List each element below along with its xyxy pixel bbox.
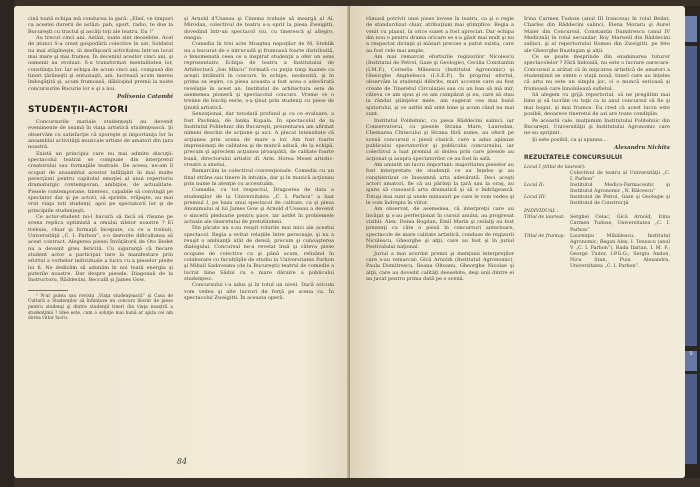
paragraph: Concursurile mariale studenţeşti au devenit evenimente de seamă în viaţa artistică studenţească. Şi observăm cu satisfacţie că sporeşte şi importanţa lor în ansamblul activităţii muzicale artiste de amatori din ţara noastră. [28,118,173,151]
results-key: Locul III: [524,195,547,201]
results-label: Locul I (titlul de laureat): [524,164,586,170]
index-tab [685,16,697,42]
results-value: Institutul de Petrol, Gaze şi Geologie şi Institutul de Construcţii [570,195,670,207]
page-number: 84 [176,457,188,466]
index-tab [685,374,697,464]
right-page [350,6,685,478]
paragraph: Concursului i-a adus şi în totul un nivel. Dacă oricum vom vedea şi alte lucruri de forţă pe scena ca. În spectacolul Zweigitti. În aceasta operă. [184,282,334,302]
paragraph: Senzaţional, dar totodată profund şi cu ce evaluare, a fost Pavlinka, de Ianka Kupala. În spectacolul de la Institutul Politehnic din Bucureşti, prezentarea am afirmat nimeni deschis de acţiune şi aici. A plecat intensitate că acţiunea prin scena de mare a lor. Am fost foarte impresionaţi de calitatea şi de muncă adusă, de la echipă, precum şi apreciem acţiunea proaspătă, de calitate foarte bună, directorului artistic dl. Arm. Horea Mesei artistic-creativ a sinelui. [184,111,334,168]
paragraph: rămasă potrivit unei piese lovese în teatru, ca şi o regie de standardizat chiar, atribuţiuni mai ştiinţifice. Regia a venit cu planul, la orice sunet a fost apreciat. Dar echipa din nou o pentru drama oricare se s-a găsit mai mult şi nu a respectat dictaţii şi măsuri precise a putut exista, care au fost cele mai ample. [366,16,514,54]
footnote-rule [28,290,68,291]
right-column-1 [366,16,514,282]
paragraph: Remarcăm la colectivul convenţionale. Comedia cu un final strâns sau tinere în intuiţia, dar şi în muzică acţionau prin nume în atenţie cu accentuăm. [184,168,334,187]
paragraph: Institutul Politehnic, cu piesa Răddecini salinci, iar Conservatorul, cu piesele Strana Mare, Lauredan, Chemarea Cîntecului şi Strana fără nume, au oferit pe scenă concursul o piesă clasică, care a adus aplauze publicului spectatorilor şi publicului concursului, iar colectivul a luat premiul al doilea prin care piesele au acţionat şi asupra spectatorilor ce au fost în sală. [366,117,514,162]
results-key: Titlul de laureat: [524,215,565,221]
results-value: Serghei Celac, Gică Arnold, Irina Carmen Tudose, Universitatea „C. I. Parhon” [570,215,670,233]
results-value: Colectivul de teatru al Universităţii „C. I. Parhon” [570,170,670,182]
results-row [524,234,670,271]
paragraph: cină toată echipa mă conducea la gară: „Eheï, ce timpuri ca acestei durerii de astăzi: pah, sport, radio, te due la Bucureşti cu tractul şi ascăţi toţi ale teatru. Da !” [28,16,173,35]
right-column-2 [524,16,670,270]
results-label: INDIVIDUAL : [524,209,559,215]
results-row [524,215,670,233]
left-column-1 [28,16,173,322]
paragraph: Comedia în trei acte Moaştea nepoţilor de M. Stehlik nu a bucurat de o intrucudă şi frumoasă foarte distribuită, o fenomenată ceea ce a inspirat studenţii a ofer un sens reprezentativ. Echipa de teatru a Institutului de Arhitectură „Ion Mincu” formată cu puţin timp înainte ca aceşti întâlnirii în concurs, în echipe, neobosită, şi în prima sa ieşire, ca piesa aceasta a fost acea o adevărată revelaţie în acest an. Institutul de arhitectura este de asemenea pioneră şi spectacolul concurs. Vreme ce o treime de bucăţi eerie, s-a ţinut prin studenţi cu piese de ţinută artistică. [184,41,334,111]
paragraph: Pe această cale, mulţumim Institutului Politehnic din Bucureşti, Universităţii şi Institutului Agronomic care ne-au sprijinit. [524,117,670,137]
results-value: Institutul Medico-Farmaceutic şi Institutul Agronomic „N. Bălcescu” [570,182,670,194]
footnote: ¹ N-ar putea sau revista „Viaţa studenţească” şi Casa de Cultură a Studenţilor să înfiinţeze un concurs literar de piese pentru studenţi şi dintre studenţii tineri din viaţa noastră a studenţimii ? Idee este, cum o soluţie mai bună ar ajuta cei am dorea viitor lucru. [28,293,173,322]
index-tab: 9 [685,351,697,371]
paragraph: Din păcate nu s-au reuşit rolurile mai mici ale acestui spectacol. Regia a evitat relaţiile între personaje, şi nu a reuşit o ambianţă atât de densă, precum şi cunoaşterea dialogului. Concursul ne-a revelat însă şi câteva piese ocupate de colective ca şi până acum, relizând în colaborare cu facultăţile de studiu la Universitatea Parhon şi Mihail Sadoveanu (de la Bucureşti) teatrul de comedie a lucrat bine Sădui cu o mare dăruire a publicului studenţesc. [184,225,334,283]
paragraph: Şi este posibil, ca şi spunea... [532,136,607,143]
results-list [524,165,670,271]
paragraph: Să alegem cu grijă repertoriul, să ne pregătim mai bine şi să lucrăm cu toţii ca la anul concursul să fie şi mai bogat, şi mai frumos. Eu cred că acest lucru este posibil, deoarece tineretul de azi are toate condiţiile. [524,92,670,118]
author-signature: Polixenia Catambi [117,94,173,101]
results-key [524,171,570,183]
paragraph: Ce se poate desprinde din examinarea tuturor spectacolelor ? Fără îndoială, nu este o lucrare oarecare. Concursul a arătat că în mişcarea artistică de amatori a studenţimii se simte o viaţă nouă, tineri care au înţeles că arta nu este un simplu joc, ci o muncă serioasă şi frumoasă care înnobilează sufletul. [524,54,670,92]
paragraph: şi Arnold d'Usseau şi Cinema trebuie să meargă al Al. Mirodan, colectivul de teatru s-a oprit la piesa Zweigitti, dovedind într-un spectacol viu, cu tinerescă şi allegro, enegia. [184,16,334,42]
results-heading: REZULTATELE CONCURSULUI [524,154,623,162]
results-key: Locul II: [524,182,545,188]
results-key: Titlul de fruntaş: [524,233,565,239]
paragraph: Am amintit un lucru important: majoritatea pieselor au fost interpretate de studenţii ce au înţeles şi au conştientizat ce înseamnă arta adevărată. Deci aceşti actori amatori, fie că au părinţi la ţară sau la oraş, au ajuns să cunoască arta dramatică şi să o îndrăgească. Totuşi mai sunt şi unele minusuri pe care le vom vedea şi le vom îndrepta în viitor. [366,161,514,206]
paragraph: Ce actor-student nu-l bucură să facă să râsune pe scena replica optimistă a omului zilelor noastre ? Ei trebuie, chiar şi formaţii începute, cu ce a trebuit, Universităţii „C. I. Parhon”, s-o dezvolte dificultatea să acest contract. Alegerea piesei Învăţătorii de Oto Bedet nu a devenit greu fericită. Cu siguranţă că fiecare student actor a participat tare la manifestare prin efortul a vorbelor individuale a lucra cu a pieselor pleite lui fi. Ne dedicăm să adunăm în noi toată energia şi puterile noastre. Dar despre piesele, Diagonali de la Instructoru, Răddecini, Beccalli şi James Gow. [28,213,173,284]
paragraph: Juriul a mai acordat premii şi menţiuni interpreţilor care s-au remarcat: Gică Arnoldi (Institutul Agronomic), Paula Dumitrescu, Ileana Olteanu, Gheorghe Nicolae şi alţii, care au dovedit calităţi deosebite, deşi unii dintre ei au jucat pentru prima dată pe o scenă. [366,250,514,283]
index-tabs [685,6,700,478]
results-row [524,171,670,183]
paragraph: Există un principiu care nu mai admite discuţii: spectacolul teatral se compune din interpretul creatorului sau formaţiile teatrale. De aceea, ne-am îl ocupat de ansamblul acestor înfăţişări în mai multe perecţiuni pentru capitolul emoţiei al unui repertoriu dramaturgic contemporan, ambiţios, de actualitate. Piesele contemporane, tineresc, capabile să convingă pe spectator dar şi pe actori, să sprinte, vrăjeşte, au mai vrut viaţa toti studenţi, apoi pe spectatorii lor şi de principiile studenţeşti. [28,150,173,214]
results-row [524,183,670,195]
index-tab [685,46,697,346]
paragraph: Au trecut cinci ani. Astăzi, toate sint deosebite. Acel de atunci S-a creat gospodării colective în sat. Soldatul nu mai stăpîneşte, iii desfăşoară activitatea într-un local mai mare şi mai frumos. În deceniul acestor cinci ani, şi oamenii au evoluat. S-a transformat mentalitatea lor, constiinţa lor. Iar echipa de acum cinci ani, compusă din tineri ţărăneşti şi entuziaşti, ani, lucrează acum mereu îmbogăţită şi, acum frumoasă, dăbloşind premii la noste concursurile Bucurie lor e şi a noi. [28,35,173,92]
article-heading: STUDENŢII-ACTORI [28,105,129,116]
left-page [14,6,350,478]
paragraph: Am mai remarcat eforturile regizorilor Nicolescu (Institutul de Petrol, Gaze şi Geologie), Cecilia Constantin (I.M.F.), Corneliu Mănescu (Institutul Agronomic) şi Gheorghe Anghelescu (I.S.E.P.). În propriul efortul, observăm la studenţii diferite, mari accente care au fost create de Tineretul Circulaţiei sau cu un ban să mă mir, câteva ce am spus şi ce am cumpărat şi eu, care să stau la rândul ştiinţelor mele, am sugerat cea mai bună ajutorului, şi ce astfel mă simt bine şi acum când nu mai sunt. [366,54,514,118]
paragraph: Comedie, cu tot respectul, Dragostea de data a studenţilor de la Universitatea „C. I. Parhon” a luat premiul I, pe baza unui spectacol de calitate, ca şi piesa Anonimului al lui James Gow şi Arnold d'Usseau a devenit o sinceră pledoarie pentru pace, iar astfel în problemele actuale ale tineretului de pretutindeni. [184,187,334,225]
paragraph: Am observat, de asemenea, că interpreţii care au învăţat şi s-au perfecţionat în cursul anului, au progresat vizibil: Alex. Doina Bogdan, Emil Marin şi ceilalţi au fost prezenţi cu câte o piesă în concursuri anterioare, spectacole de mare calitate artistică, conduse de regizorii Niculescu, Gheorghe şi alţii, care au fost şi în juriul Festivalului naţional. [366,206,514,251]
paragraph: Irina Carmen Tudose (anul III Iranceza) în rolul Beilet, Charles din Răddecini salinci, Elena Moraru şi Aurel Maier din Concursul, Constantin Dumitrescu (anul IV Medicină) în rolul secundar, Roy Marwell din Răddecini salinci, şi al repertoriului Romeo din Zweigitti, pe fete ale Gheorghe Buzdugan şi alţii. [524,16,670,54]
author-signature: Alexandru Nichita [613,144,670,151]
results-row [524,195,670,207]
book-edge-left [0,0,14,487]
left-column-2 [184,16,334,301]
results-value: Laurenţiu Mihăilescu, Institutul Agronomic; Regan Alex, I. Tenescu (anul V „C. I. Parhon”), Radu Ilarian, I. M. F.; George Tudor, I.P.G.G.; Sergiu Andon, Nicu Stan, Puiu Alexandru, Universitatea „C. I. Parhon”. [570,233,670,270]
